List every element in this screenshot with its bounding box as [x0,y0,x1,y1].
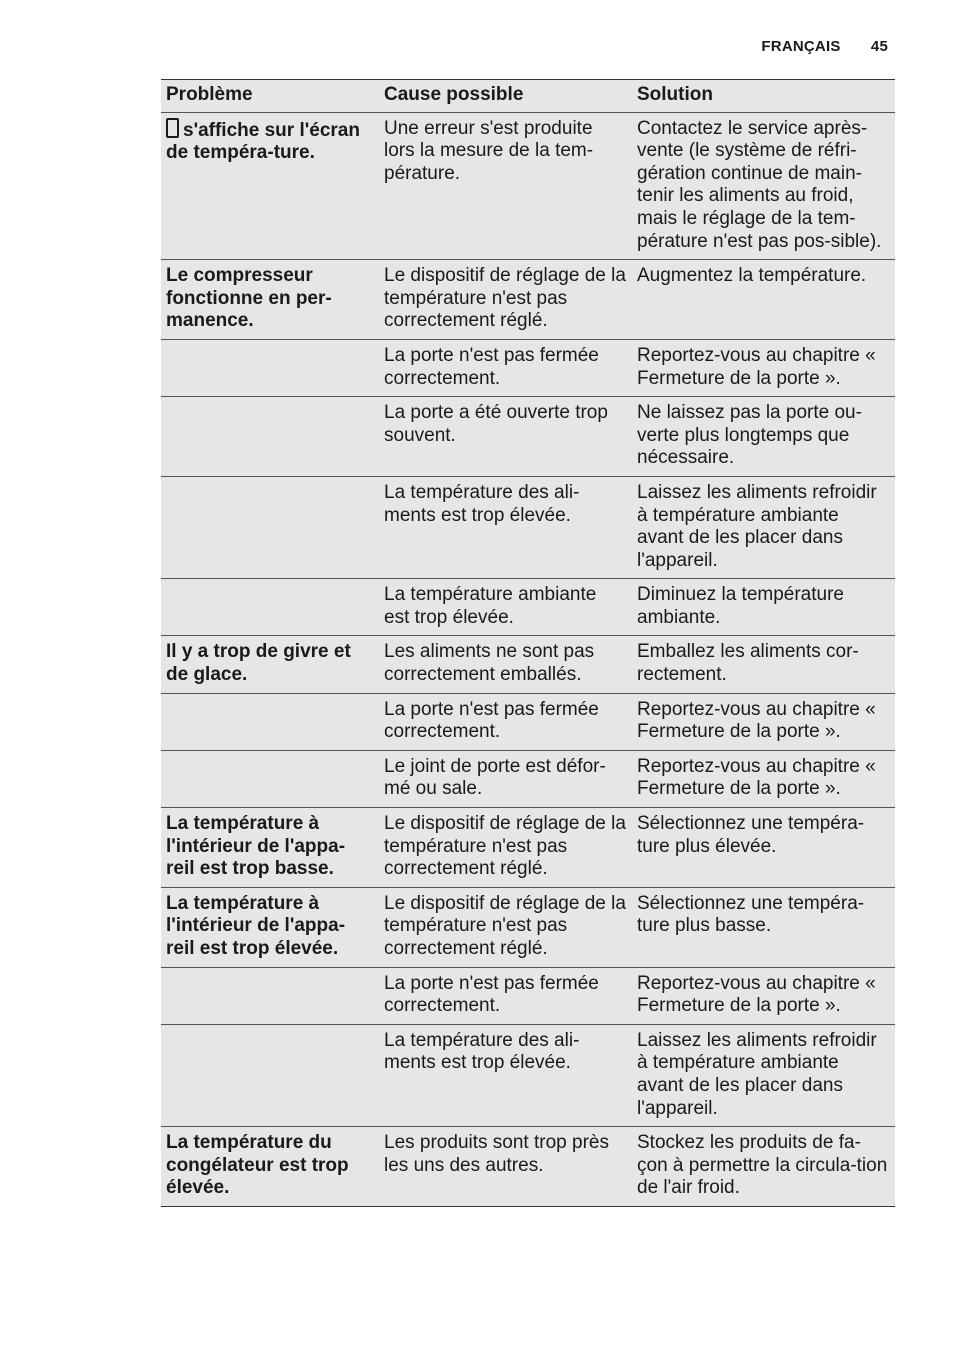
problem-cell [161,112,379,260]
solution-cell: Diminuez la température ambiante. [632,579,895,636]
problem-cell [161,967,379,1024]
table-row [161,339,895,396]
table-body [161,112,895,1206]
problem-text: Le compresseur fonctionne en per-manence. [166,265,332,332]
cause-cell: Le dispositif de réglage de la température n'est pas correctement réglé. [379,887,632,967]
problem-text: s'affiche sur l'écran de tempéra-ture. [166,119,360,164]
troubleshooting-table [161,79,895,1207]
problem-cell [161,808,379,888]
solution-cell: Laissez les aliments refroidir à température ambiante avant de les placer dans l'appareil. [632,1024,895,1126]
table-row [161,1024,895,1126]
table-row [161,967,895,1024]
cause-cell: Le dispositif de réglage de la température n'est pas correctement réglé. [379,808,632,888]
problem-text: La température du congélateur est trop élevée. [166,1132,349,1199]
problem-cell [161,260,379,340]
problem-cell [161,750,379,807]
problem-cell [161,636,379,693]
problem-cell [161,476,379,578]
table-row [161,476,895,578]
cause-cell: Les aliments ne sont pas correctement emballés. [379,636,632,693]
cause-cell: La température des ali-ments est trop élevée. [379,476,632,578]
problem-text: Il y a trop de givre et de glace. [166,641,351,686]
problem-cell [161,579,379,636]
problem-cell [161,887,379,967]
solution-cell: Reportez-vous au chapitre « Fermeture de la porte ». [632,693,895,750]
cause-cell: Le dispositif de réglage de la température n'est pas correctement réglé. [379,260,632,340]
solution-cell: Laissez les aliments refroidir à température ambiante avant de les placer dans l'appareil. [632,476,895,578]
problem-cell [161,339,379,396]
display-segment-icon [166,118,179,138]
solution-cell: Reportez-vous au chapitre « Fermeture de la porte ». [632,339,895,396]
solution-cell: Emballez les aliments cor-rectement. [632,636,895,693]
table-row [161,397,895,477]
cause-cell: La porte n'est pas fermée correctement. [379,967,632,1024]
solution-cell: Reportez-vous au chapitre « Fermeture de la porte ». [632,967,895,1024]
table-row [161,260,895,340]
problem-cell [161,693,379,750]
cause-cell: La température des ali-ments est trop élevée. [379,1024,632,1126]
solution-cell: Contactez le service après-vente (le système de réfri-gération continue de main-tenir les aliments au froid, mais le réglage de la tem-pérature n'est pas pos-sible). [632,112,895,260]
table-row [161,579,895,636]
solution-cell: Reportez-vous au chapitre « Fermeture de la porte ». [632,750,895,807]
table-row [161,750,895,807]
problem-cell [161,1024,379,1126]
column-header-cause: Cause possible [379,80,632,113]
table-row [161,636,895,693]
table-row [161,112,895,260]
column-header-solution: Solution [632,80,895,113]
cause-cell: La porte n'est pas fermée correctement. [379,693,632,750]
language-label: FRANÇAIS [761,38,841,55]
cause-cell: La température ambiante est trop élevée. [379,579,632,636]
column-header-problem: Problème [161,80,379,113]
page-header [761,38,888,55]
cause-cell: La porte a été ouverte trop souvent. [379,397,632,477]
table-row [161,887,895,967]
solution-cell: Sélectionnez une tempéra-ture plus élevée. [632,808,895,888]
cause-cell: Une erreur s'est produite lors la mesure de la tem-pérature. [379,112,632,260]
solution-cell: Stockez les produits de fa-çon à permettre la circula-tion de l'air froid. [632,1127,895,1207]
problem-text: La température à l'intérieur de l'appa-reil est trop basse. [166,813,346,880]
solution-cell: Sélectionnez une tempéra-ture plus basse. [632,887,895,967]
problem-cell [161,397,379,477]
problem-cell [161,1127,379,1207]
problem-text: La température à l'intérieur de l'appa-reil est trop élevée. [166,892,346,959]
table-row [161,693,895,750]
cause-cell: Le joint de porte est défor-mé ou sale. [379,750,632,807]
cause-cell: Les produits sont trop près les uns des autres. [379,1127,632,1207]
page-number: 45 [870,38,888,55]
table-row [161,1127,895,1207]
cause-cell: La porte n'est pas fermée correctement. [379,339,632,396]
solution-cell: Ne laissez pas la porte ou-verte plus longtemps que nécessaire. [632,397,895,477]
table-header-row [161,80,895,113]
table-row [161,808,895,888]
solution-cell: Augmentez la température. [632,260,895,340]
